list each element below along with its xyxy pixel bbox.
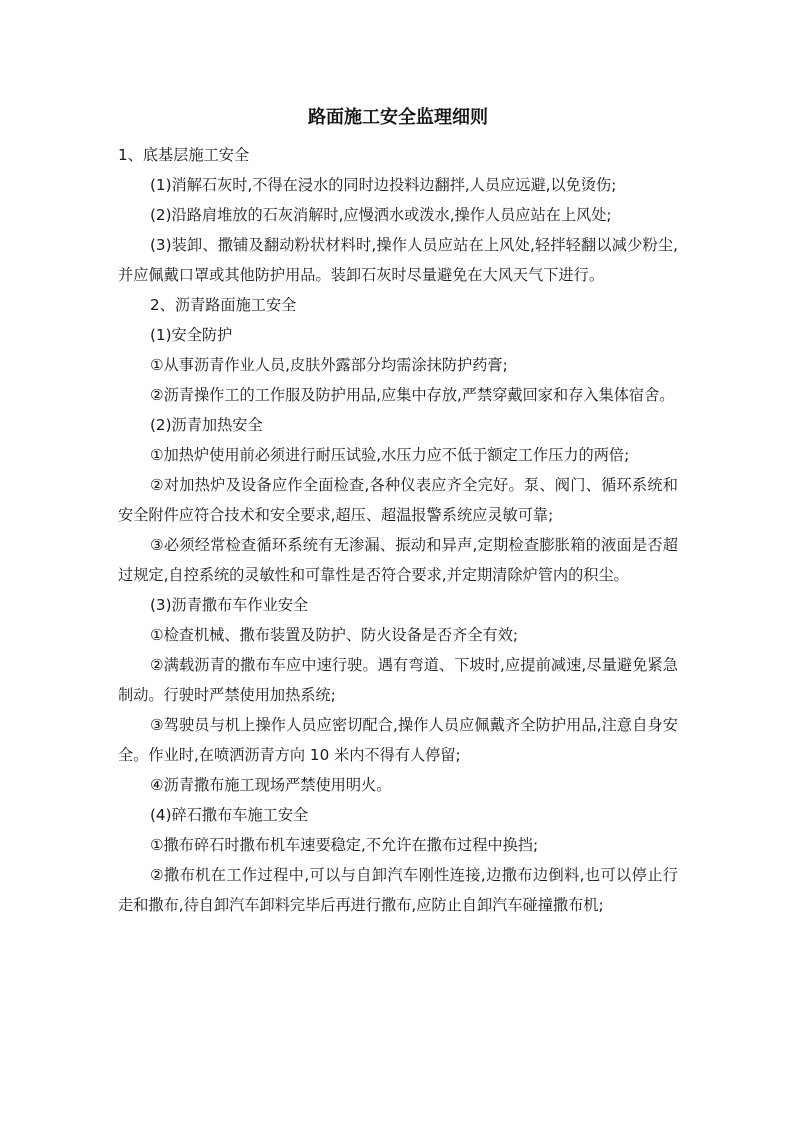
paragraph: (2)沿路肩堆放的石灰消解时,应慢洒水或泼水,操作人员应站在上风处; (150, 206, 612, 224)
paragraph: (3)装卸、撒铺及翻动粉状材料时,操作人员应站在上风处,轻拌轻翻以减少粉尘,并应佩戴口罩或其他防护用品。装卸石灰时尽量避免在大风天气下进行。 (118, 236, 678, 284)
section-heading: 2、沥青路面施工安全 (150, 296, 297, 314)
list-item: ②撒布机在工作过程中,可以与自卸汽车刚性连接,边撒布边倒料,也可以停止行走和撒布,待自卸汽车卸料完毕后再进行撒布,应防止自卸汽车碰撞撒布机; (118, 866, 678, 914)
subsection-heading: (4)碎石撒布车施工安全 (150, 806, 309, 824)
paragraph: (1)消解石灰时,不得在浸水的同时边投料边翻拌,人员应远避,以免烫伤; (150, 176, 617, 194)
list-item: ②对加热炉及设备应作全面检查,各种仪表应齐全完好。泵、阀门、循环系统和安全附件应符合技术和安全要求,超压、超温报警系统应灵敏可靠; (118, 476, 678, 524)
document-body (118, 102, 678, 920)
list-item: ③驾驶员与机上操作人员应密切配合,操作人员应佩戴齐全防护用品,注意自身安全。作业时,在喷洒沥青方向 10 米内不得有人停留; (118, 716, 678, 764)
subsection-heading: (1)安全防护 (150, 326, 233, 344)
subsection-heading: (2)沥青加热安全 (150, 416, 263, 434)
list-item: ①撒布碎石时撒布机车速要稳定,不允许在撒布过程中换挡; (150, 836, 539, 854)
list-item: ②沥青操作工的工作服及防护用品,应集中存放,严禁穿戴回家和存入集体宿舍。 (150, 386, 675, 404)
document-title: 路面施工安全监理细则 (308, 107, 488, 128)
list-item: ③必须经常检查循环系统有无渗漏、振动和异声,定期检查膨胀箱的液面是否超过规定,自控系统的灵敏性和可靠性是否符合要求,并定期清除炉管内的积尘。 (118, 536, 678, 584)
subsection-heading: (3)沥青撒布车作业安全 (150, 596, 309, 614)
list-item: ①检查机械、撒布装置及防护、防火设备是否齐全有效; (150, 626, 519, 644)
section-heading: 1、底基层施工安全 (118, 146, 250, 164)
list-item: ④沥青撒布施工现场严禁使用明火。 (150, 776, 392, 794)
list-item: ①加热炉使用前必须进行耐压试验,水压力应不低于额定工作压力的两倍; (150, 446, 630, 464)
list-item: ②满载沥青的撒布车应中速行驶。遇有弯道、下坡时,应提前减速,尽量避免紧急制动。行驶时严禁使用加热系统; (118, 656, 678, 704)
list-item: ①从事沥青作业人员,皮肤外露部分均需涂抹防护药膏; (150, 356, 508, 374)
